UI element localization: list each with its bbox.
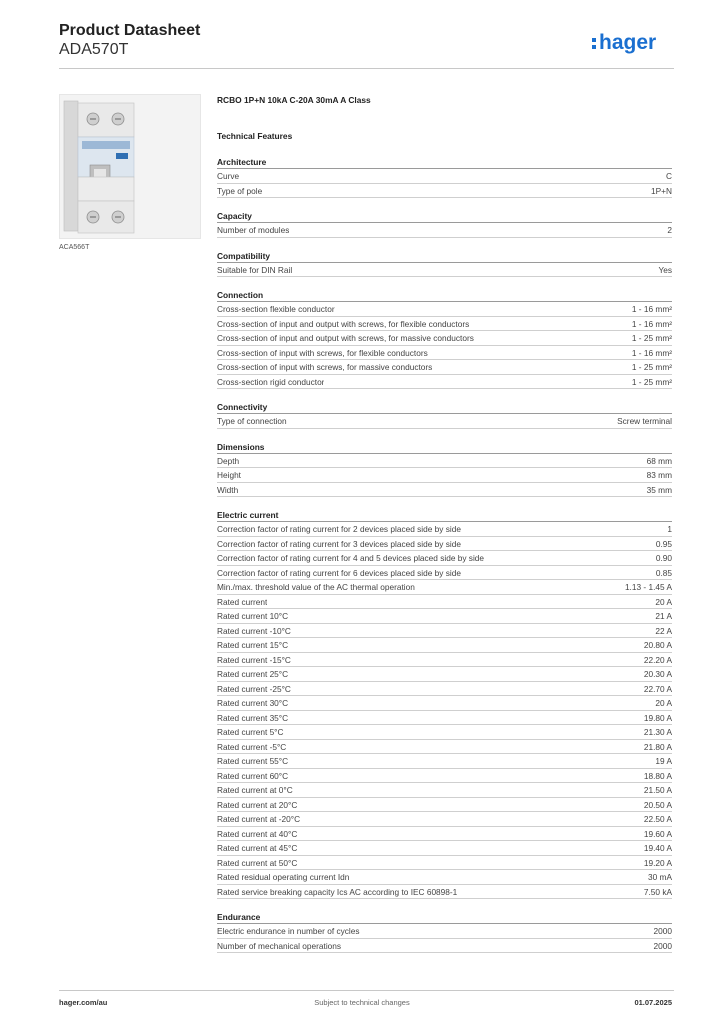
spec-value: 0.90 bbox=[655, 553, 672, 563]
spec-row bbox=[217, 682, 672, 697]
spec-value: 19.80 A bbox=[643, 712, 672, 723]
spec-row bbox=[217, 551, 672, 566]
specification-content bbox=[217, 94, 672, 953]
spec-value: 68 mm bbox=[646, 455, 672, 466]
spec-label: Rated current -5°C bbox=[217, 741, 287, 752]
spec-row bbox=[217, 375, 672, 390]
spec-label: Rated current -10°C bbox=[217, 625, 291, 636]
page-header bbox=[59, 22, 674, 70]
spec-label: Cross-section of input with screws, for massive conductors bbox=[217, 362, 433, 372]
spec-label: Rated current at 45°C bbox=[217, 843, 298, 853]
spec-section bbox=[217, 911, 672, 953]
footer-divider bbox=[59, 990, 674, 991]
spec-label: Rated current 60°C bbox=[217, 770, 289, 781]
spec-value: 2 bbox=[667, 225, 672, 235]
spec-row bbox=[217, 827, 672, 842]
spec-label: Rated current at 50°C bbox=[217, 857, 298, 868]
spec-section bbox=[217, 401, 672, 429]
spec-row bbox=[217, 595, 672, 610]
spec-label: Min./max. threshold value of the AC thermal operation bbox=[217, 582, 415, 592]
spec-label: Correction factor of rating current for 3 devices placed side by side bbox=[217, 538, 461, 549]
spec-row bbox=[217, 609, 672, 624]
spec-value: 22.50 A bbox=[643, 814, 672, 824]
spec-label: Rated current 10°C bbox=[217, 611, 289, 621]
spec-row bbox=[217, 169, 672, 184]
spec-section bbox=[217, 441, 672, 498]
spec-label: Rated current 15°C bbox=[217, 640, 289, 650]
spec-label: Rated current 55°C bbox=[217, 756, 289, 766]
spec-label: Correction factor of rating current for 6 devices placed side by side bbox=[217, 567, 461, 578]
spec-row bbox=[217, 302, 672, 317]
spec-row bbox=[217, 414, 672, 429]
spec-row bbox=[217, 331, 672, 346]
spec-label: Type of connection bbox=[217, 416, 287, 426]
logo-text: hager bbox=[599, 31, 657, 54]
spec-value: 83 mm bbox=[646, 470, 672, 480]
product-image bbox=[59, 94, 201, 239]
footer-date: 01.07.2025 bbox=[634, 998, 672, 1007]
spec-value: 1 - 16 mm² bbox=[631, 318, 672, 329]
spec-value: 22.70 A bbox=[643, 683, 672, 694]
spec-row bbox=[217, 841, 672, 856]
spec-row bbox=[217, 725, 672, 740]
spec-label: Number of modules bbox=[217, 225, 290, 235]
spec-row bbox=[217, 870, 672, 885]
spec-value: C bbox=[666, 171, 672, 181]
spec-value: 19.20 A bbox=[643, 857, 672, 868]
spec-row bbox=[217, 184, 672, 199]
spec-row bbox=[217, 522, 672, 537]
spec-label: Width bbox=[217, 484, 239, 495]
technical-features-heading: Technical Features bbox=[217, 131, 293, 141]
spec-label: Cross-section flexible conductor bbox=[217, 304, 335, 314]
spec-label: Rated current 30°C bbox=[217, 698, 289, 708]
spec-section bbox=[217, 250, 672, 278]
spec-section bbox=[217, 156, 672, 198]
spec-row bbox=[217, 468, 672, 483]
spec-row bbox=[217, 924, 672, 939]
spec-label: Correction factor of rating current for 2 devices placed side by side bbox=[217, 524, 461, 534]
section-title: Electric current bbox=[217, 509, 672, 522]
spec-label: Suitable for DIN Rail bbox=[217, 264, 293, 275]
spec-value: 1 bbox=[667, 524, 672, 534]
spec-row bbox=[217, 483, 672, 498]
spec-label: Rated current -15°C bbox=[217, 654, 291, 665]
spec-row bbox=[217, 939, 672, 954]
spec-row bbox=[217, 856, 672, 871]
spec-value: 20 A bbox=[655, 596, 672, 607]
spec-label: Height bbox=[217, 470, 241, 480]
spec-label: Rated residual operating current Idn bbox=[217, 872, 350, 882]
spec-label: Depth bbox=[217, 455, 240, 466]
spec-value: 21 A bbox=[655, 611, 672, 621]
spec-row bbox=[217, 696, 672, 711]
spec-value: 20.80 A bbox=[643, 640, 672, 650]
spec-label: Number of mechanical operations bbox=[217, 940, 342, 951]
product-description: RCBO 1P+N 10kA C-20A 30mA A Class bbox=[217, 95, 371, 105]
spec-label: Rated current 25°C bbox=[217, 669, 289, 679]
spec-label: Type of pole bbox=[217, 185, 263, 196]
spec-value: 21.30 A bbox=[643, 727, 672, 737]
spec-row bbox=[217, 812, 672, 827]
spec-value: 21.80 A bbox=[643, 741, 672, 752]
spec-value: 2000 bbox=[653, 926, 672, 936]
spec-label: Correction factor of rating current for 4 and 5 devices placed side by side bbox=[217, 553, 485, 563]
spec-row bbox=[217, 638, 672, 653]
spec-section bbox=[217, 289, 672, 389]
spec-value: 21.50 A bbox=[643, 785, 672, 795]
section-title: Connection bbox=[217, 289, 672, 302]
spec-value: 0.85 bbox=[655, 567, 672, 578]
spec-label: Rated current -25°C bbox=[217, 683, 291, 694]
spec-row bbox=[217, 769, 672, 784]
spec-label: Rated current at -20°C bbox=[217, 814, 301, 824]
product-code: ADA570T bbox=[59, 41, 129, 58]
spec-row bbox=[217, 454, 672, 469]
spec-label: Cross-section of input and output with screws, for massive conductors bbox=[217, 333, 474, 343]
spec-value: 18.80 A bbox=[643, 770, 672, 781]
spec-row bbox=[217, 566, 672, 581]
spec-value: 0.95 bbox=[655, 538, 672, 549]
spec-value: Screw terminal bbox=[617, 416, 672, 426]
header-divider bbox=[59, 68, 674, 69]
document-title: Product Datasheet bbox=[59, 22, 201, 39]
footer-website: hager.com/au bbox=[59, 998, 108, 1007]
spec-section bbox=[217, 509, 672, 899]
spec-value: 1P+N bbox=[651, 185, 672, 196]
section-title: Architecture bbox=[217, 156, 672, 169]
spec-row bbox=[217, 346, 672, 361]
spec-label: Rated current at 40°C bbox=[217, 828, 298, 839]
spec-sections bbox=[217, 156, 672, 953]
spec-value: 20.50 A bbox=[643, 799, 672, 810]
spec-value: 19.40 A bbox=[643, 843, 672, 853]
spec-value: Yes bbox=[658, 264, 672, 275]
section-title: Connectivity bbox=[217, 401, 672, 414]
spec-row bbox=[217, 798, 672, 813]
footer-notice: Subject to technical changes bbox=[314, 998, 410, 1007]
spec-label: Rated current at 20°C bbox=[217, 799, 298, 810]
spec-value: 1 - 25 mm² bbox=[631, 362, 672, 372]
spec-row bbox=[217, 711, 672, 726]
section-title: Capacity bbox=[217, 210, 672, 223]
section-title: Endurance bbox=[217, 911, 672, 924]
spec-label: Cross-section rigid conductor bbox=[217, 376, 325, 387]
spec-value: 1 - 16 mm² bbox=[631, 304, 672, 314]
spec-label: Rated current bbox=[217, 596, 268, 607]
spec-value: 22 A bbox=[655, 625, 672, 636]
hager-logo bbox=[592, 28, 672, 54]
spec-value: 22.20 A bbox=[643, 654, 672, 665]
spec-value: 30 mA bbox=[648, 872, 672, 882]
spec-value: 7.50 kA bbox=[643, 886, 672, 897]
spec-value: 1 - 25 mm² bbox=[631, 376, 672, 387]
spec-row bbox=[217, 263, 672, 278]
spec-section bbox=[217, 210, 672, 238]
spec-row bbox=[217, 667, 672, 682]
spec-value: 20.30 A bbox=[643, 669, 672, 679]
spec-row bbox=[217, 360, 672, 375]
section-title: Compatibility bbox=[217, 250, 672, 263]
spec-label: Rated service breaking capacity Ics AC according to IEC 60898-1 bbox=[217, 886, 458, 897]
spec-label: Curve bbox=[217, 171, 240, 181]
spec-label: Electric endurance in number of cycles bbox=[217, 926, 360, 936]
spec-row bbox=[217, 580, 672, 595]
spec-row bbox=[217, 624, 672, 639]
spec-value: 35 mm bbox=[646, 484, 672, 495]
spec-value: 20 A bbox=[655, 698, 672, 708]
spec-row bbox=[217, 783, 672, 798]
spec-label: Cross-section of input with screws, for flexible conductors bbox=[217, 347, 428, 358]
image-caption: ACA566T bbox=[59, 244, 90, 251]
spec-value: 1 - 25 mm² bbox=[631, 333, 672, 343]
spec-value: 1.13 - 1.45 A bbox=[624, 582, 672, 592]
spec-row bbox=[217, 223, 672, 238]
spec-label: Rated current 35°C bbox=[217, 712, 289, 723]
spec-value: 19.60 A bbox=[643, 828, 672, 839]
spec-label: Cross-section of input and output with screws, for flexible conductors bbox=[217, 318, 470, 329]
spec-value: 2000 bbox=[653, 940, 672, 951]
spec-row bbox=[217, 653, 672, 668]
spec-value: 1 - 16 mm² bbox=[631, 347, 672, 358]
spec-value: 19 A bbox=[655, 756, 672, 766]
spec-label: Rated current at 0°C bbox=[217, 785, 293, 795]
spec-row bbox=[217, 754, 672, 769]
spec-row bbox=[217, 885, 672, 900]
spec-row bbox=[217, 317, 672, 332]
spec-label: Rated current 5°C bbox=[217, 727, 284, 737]
spec-row bbox=[217, 537, 672, 552]
section-title: Dimensions bbox=[217, 441, 672, 454]
spec-row bbox=[217, 740, 672, 755]
